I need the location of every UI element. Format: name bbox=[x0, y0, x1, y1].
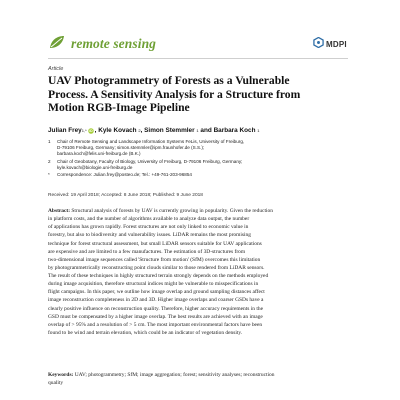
header-divider bbox=[48, 58, 348, 59]
abstract-line: technique for forest structural assessment, but small LiDAR sensors suitable for UAV applications bbox=[48, 240, 262, 247]
affiliation-text[interactable]: barbara.koch@felis.uni-freiburg.de (B.K.) bbox=[57, 151, 141, 157]
author-affiliation-marker: 1,* bbox=[81, 128, 87, 133]
author-name[interactable]: Simon Stemmler bbox=[144, 127, 195, 134]
affiliation-item bbox=[48, 172, 348, 178]
author-separator: and bbox=[200, 127, 212, 134]
author-separator: , bbox=[94, 127, 97, 134]
keywords-label: Keywords: bbox=[48, 372, 74, 378]
affiliation-item bbox=[48, 159, 348, 171]
affiliation-number: * bbox=[48, 172, 50, 178]
affiliation-item bbox=[48, 139, 348, 158]
abstract-line: found to be wind and terrain elevation, which could be an indicator of vegetation density. bbox=[48, 329, 243, 336]
author-affiliation-marker: 2 bbox=[138, 128, 141, 133]
abstract-line bbox=[48, 207, 354, 215]
svg-text:iD: iD bbox=[89, 128, 93, 133]
keywords-line: quality bbox=[48, 380, 64, 387]
mdpi-hexagon-icon bbox=[313, 35, 324, 53]
paper-title bbox=[48, 74, 353, 115]
author-separator: , bbox=[140, 127, 143, 134]
abstract-line: of applications has grown rapidly. Forest structures are not only linked to economic value in bbox=[48, 224, 249, 231]
author-affiliation-marker: 1 bbox=[196, 128, 199, 133]
author-name[interactable]: Kyle Kovach bbox=[98, 127, 137, 134]
abstract-line: during image acquisition, therefore structural indices might be vulnerable to misspecifications in bbox=[48, 281, 259, 288]
abstract-line: The result of these techniques in highly structured terrain strongly depends on the methods employed bbox=[48, 273, 269, 279]
abstract-line: image reconstruction completeness in 2D and 3D. Higher image overlaps and coarser GSDs have a bbox=[48, 297, 264, 304]
abstract-text: Structural analysis of forests by UAV is currently growing in popularity. Given the reduction bbox=[71, 208, 273, 214]
keywords bbox=[48, 371, 354, 387]
keywords-text: UAV; photogrammetry; SfM; image aggregation; forest; sensitivity analyses; reconstruction bbox=[74, 372, 275, 378]
author-name[interactable]: Barbara Koch bbox=[213, 127, 256, 134]
abstract-line: in platform costs, and the number of algorithms available to analyze data output, the number bbox=[48, 216, 250, 223]
title-line: Process. A Sensitivity Analysis for a Structure from bbox=[48, 87, 301, 101]
affiliation-text[interactable]: kyle.kovach@biologie.uni-freiburg.de bbox=[57, 164, 133, 170]
abstract-line: overlap of > 95% and a resolution of > 5 cm. The most important environmental factors have been bbox=[48, 321, 263, 328]
title-line: Motion RGB-Image Pipeline bbox=[48, 101, 190, 114]
abstract-line: are expensive and are limited to a few manufactures. The estimation of 3D-structures from bbox=[48, 248, 246, 255]
abstract bbox=[48, 207, 354, 337]
abstract-line: GSD must be compensated by a higher image overlap. The best results are achieved with an image bbox=[48, 313, 263, 320]
title-line: UAV Photogrammetry of Forests as a Vulnerable bbox=[48, 74, 290, 87]
affiliation-text: Chair of Geobotany, Faculty of Biology, University of Freiburg, D-79106 Freiburg, Germany; bbox=[57, 158, 243, 164]
article-type: Article bbox=[48, 66, 64, 72]
affiliations bbox=[48, 139, 348, 179]
abstract-line: forestry, but also to biodiversity and vulnerability issues. LiDAR remains the most promising bbox=[48, 232, 251, 239]
abstract-line: two-dimensional image sequences called 'Structure from motion' (SfM) overcomes this limitation bbox=[48, 256, 261, 263]
correspondence-text[interactable]: Correspondence: Julian.frey@posteo.de; Tel.: +49-761-203-96854 bbox=[57, 172, 192, 178]
abstract-line: flight campaigns. In this paper, we outline how image overlap and ground sampling distances affect bbox=[48, 289, 265, 296]
affiliation-number: 1 bbox=[48, 139, 51, 144]
abstract-line: by photogrammetrically reconstructing point clouds similar to those rendered from LiDAR sensors. bbox=[48, 264, 265, 271]
affiliation-text[interactable]: D-79106 Freiburg, Germany; simon.stemmler@ipm.fraunhofer.de (S.S.); bbox=[57, 145, 205, 151]
abstract-line: clearly positive influence on reconstruction quality. Therefore, higher accuracy requirements in the bbox=[48, 305, 263, 312]
publisher-name: MDPI bbox=[326, 39, 347, 49]
author-list bbox=[48, 127, 353, 134]
publication-dates: Received: 19 April 2018; Accepted: 8 June 2018; Published: 9 June 2018 bbox=[48, 193, 203, 198]
orcid-icon[interactable] bbox=[88, 128, 94, 134]
leaf-icon bbox=[48, 34, 66, 55]
publisher-logo bbox=[313, 37, 349, 51]
journal-name: remote sensing bbox=[71, 36, 157, 51]
author-affiliation-marker: 1 bbox=[257, 128, 260, 133]
author-name[interactable]: Julian Frey bbox=[48, 127, 82, 134]
affiliation-number: 2 bbox=[48, 158, 51, 164]
journal-logo bbox=[48, 36, 156, 52]
abstract-label: Abstract: bbox=[48, 208, 71, 214]
affiliation-text: Chair of Remote Sensing and Landscape Information Systems FeLis, University of Freiburg, bbox=[57, 139, 245, 144]
keywords-line bbox=[48, 371, 354, 379]
